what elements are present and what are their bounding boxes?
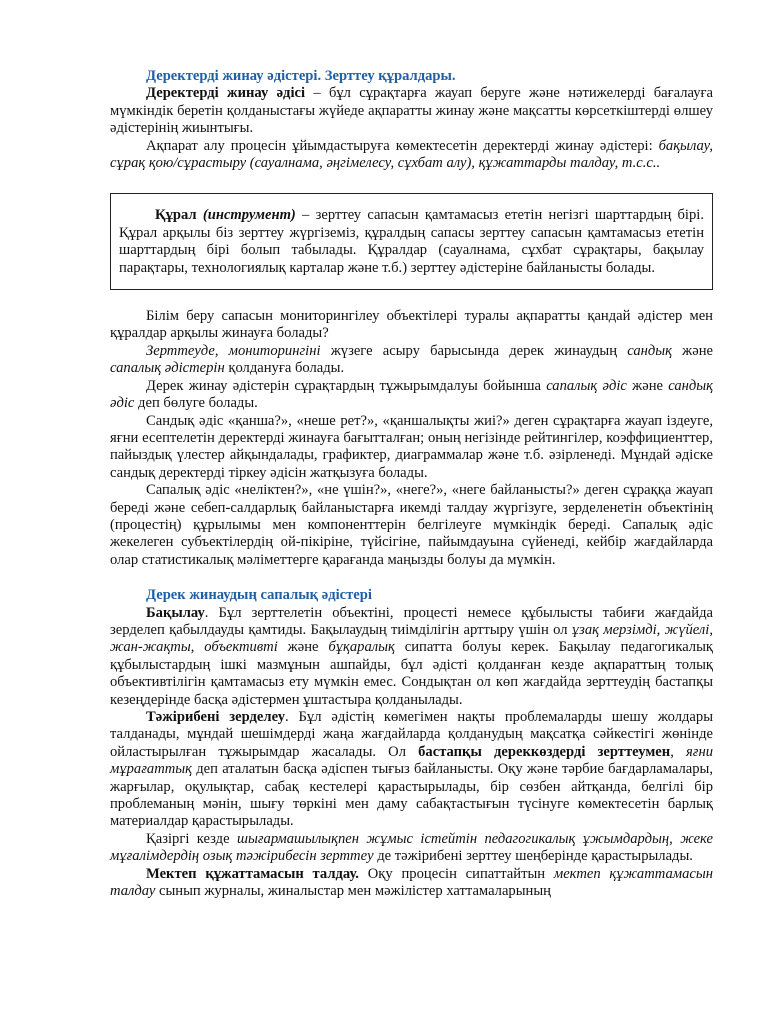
paragraph-experience-study: Тәжірибені зерделеу. Бұл әдістің көмегімен нақты проблемаларды шешу жолдары талданады, мұндай шешімдерді жаңа жағдайларда қолданудың мақсатқа сәйкестігі жөнінде ойластырылған тұжырымдар жасалады. Ол бастапқы дереккөздерді зерттеумен, яғни мұрағаттық деп аталатын басқа әдіспен тығыз байланысты. Оқу және тәрбие бағдарламалары, жарғылар, оқулықтар, сабақ кестелері қарастырылады, бір сөзбен айтқанда, белгілі бір проблеманың мәнін, шығу төркіні мен даму сабақтастығын түсінуге көмектесетін барлық материалдар қарастырылады. (110, 709, 714, 830)
paragraph-definition: Деректерді жинау әдісі – бұл сұрақтарға жауап беруге және нәтижелерді бағалауға мүмкіндік беретін қолданыстағы жүйеде ақпаратты жинау және мақсатты көрсеткіштерді өлшеу әдістерінің жиынтығы. (110, 85, 713, 137)
term-tool: Құрал (155, 207, 197, 224)
paragraph-question: Білім беру сапасын мониторингілеу объектілері туралы ақпаратты қандай әдістер мен құралдар арқылы жинауға болады? (110, 308, 713, 342)
paragraph-school-documents: Мектеп құжаттамасын талдау. Оқу процесін сипаттайтын мектеп құжаттамасын талдау сынып журналы, жиналыстар мен мәжілістер хаттамаларының (110, 865, 713, 900)
section-heading-data-collection: Деректерді жинау әдістері. Зерттеу құралдары. (146, 68, 456, 84)
term-data-collection-method: Деректерді жинау әдісі (146, 85, 306, 102)
paragraph-methods: Ақпарат алу процесін ұйымдастыруға көмектесетін деректерді жинау әдістері: бақылау, сұрақ қою/сұрастыру (сауалнама, әңгімелесу, сұхбат алу), құжаттарды талдау, т.с.с.. (110, 137, 713, 172)
section-heading-qualitative-methods: Дерек жинаудың сапалық әдістері (146, 587, 372, 604)
paragraph-method-division: Дерек жинау әдістерін сұрақтардың тұжырымдалуы бойынша сапалық әдіс және сандық әдіс деп бөлуге болады. (110, 377, 713, 412)
box-paragraph: Құрал (инструмент) – зерттеу сапасын қамтамасыз ететін негізгі шарттардың бірі. Құрал арқылы біз зерттеу жүргіземіз, құралдың сапасы зерттеу сапасын қамтамасыз ететін шарттардың бірі болып табылады. Құралдар (сауалнама, сұхбат сұрақтары, бақылау парақтары, технологиялық карталар және т.б.) зерттеу әдістеріне байланысты болады. (119, 207, 704, 276)
definition-box (110, 193, 713, 290)
term-observation: Бақылау (146, 604, 205, 621)
term-experience-study: Тәжірибені зерделеу (146, 709, 286, 725)
term-school-documents: Мектеп құжаттамасын талдау. (146, 865, 359, 882)
paragraph-qualitative: Сапалық әдіс «неліктен?», «не үшін?», «неге?», «неге байланысты?» деген сұраққа жауап береді және себеп-салдарлық байланыстарға икемді талдау жүргізуге, зерделенетін объектінің (процестің) құрылымы мен компоненттерін белгілеуге мүмкіндік береді. Сапалық әдіс жекелеген субъектілердің ой-пікіріне, түйсігіне, пайымдауына сүйенеді, кейбір жағдайларда олар статистикалық мәліметтерге қарағанда маңызды болуы да мүмкін. (110, 482, 713, 568)
document-page (110, 68, 713, 900)
paragraph-research-methods: Зерттеуде, мониторингіні жүзеге асыру барысында дерек жинаудың сандық және сапалық әдістерін қолдануға болады. (110, 342, 713, 377)
paragraph-observation: Бақылау. Бұл зерттелетін объектіні, процесті немесе құбылысты табиғи жағдайда зерделеп қабылдауды қамтиды. Бақылаудың тиімділігін арттыру үшін ол ұзақ мерзімді, жүйелі, жан-жақты, объективті және бұқаралық сипатта болуы керек. Бақылау педагогикалық құбылыстардың ішкі мазмұнын ашпайды, бұл әдісті қолданған кезде ақпараттың толық объективтілігін қамтамасыз ету мүмкін емес. Сондықтан ол көп жағдайда зерттеудің бастапқы кезеңдерінде басқа әдістермен ұштастыра қолданылады. (110, 604, 713, 708)
paragraph-quantitative: Сандық әдіс «қанша?», «неше рет?», «қаншалықты жиі?» деген сұрақтарға жауап іздеуге, яғни есептелетін деректерді жинауға бағытталған; оның негізінде рейтингілер, коэффициенттер, пайыздық үлестер айқындалады, графиктер, диаграммалар және т.б. әзірленеді. Мұндай әдіске сандық деректерді тіркеу әдісін жатқызуға болады. (110, 412, 713, 481)
paragraph-current: Қазіргі кезде шығармашылықпен жұмыс істейтін педагогикалық ұжымдардың, жеке мұғалімдердің озық тәжірибесін зерттеу де тәжірибені зерттеу шеңберінде қарастырылады. (110, 830, 713, 865)
